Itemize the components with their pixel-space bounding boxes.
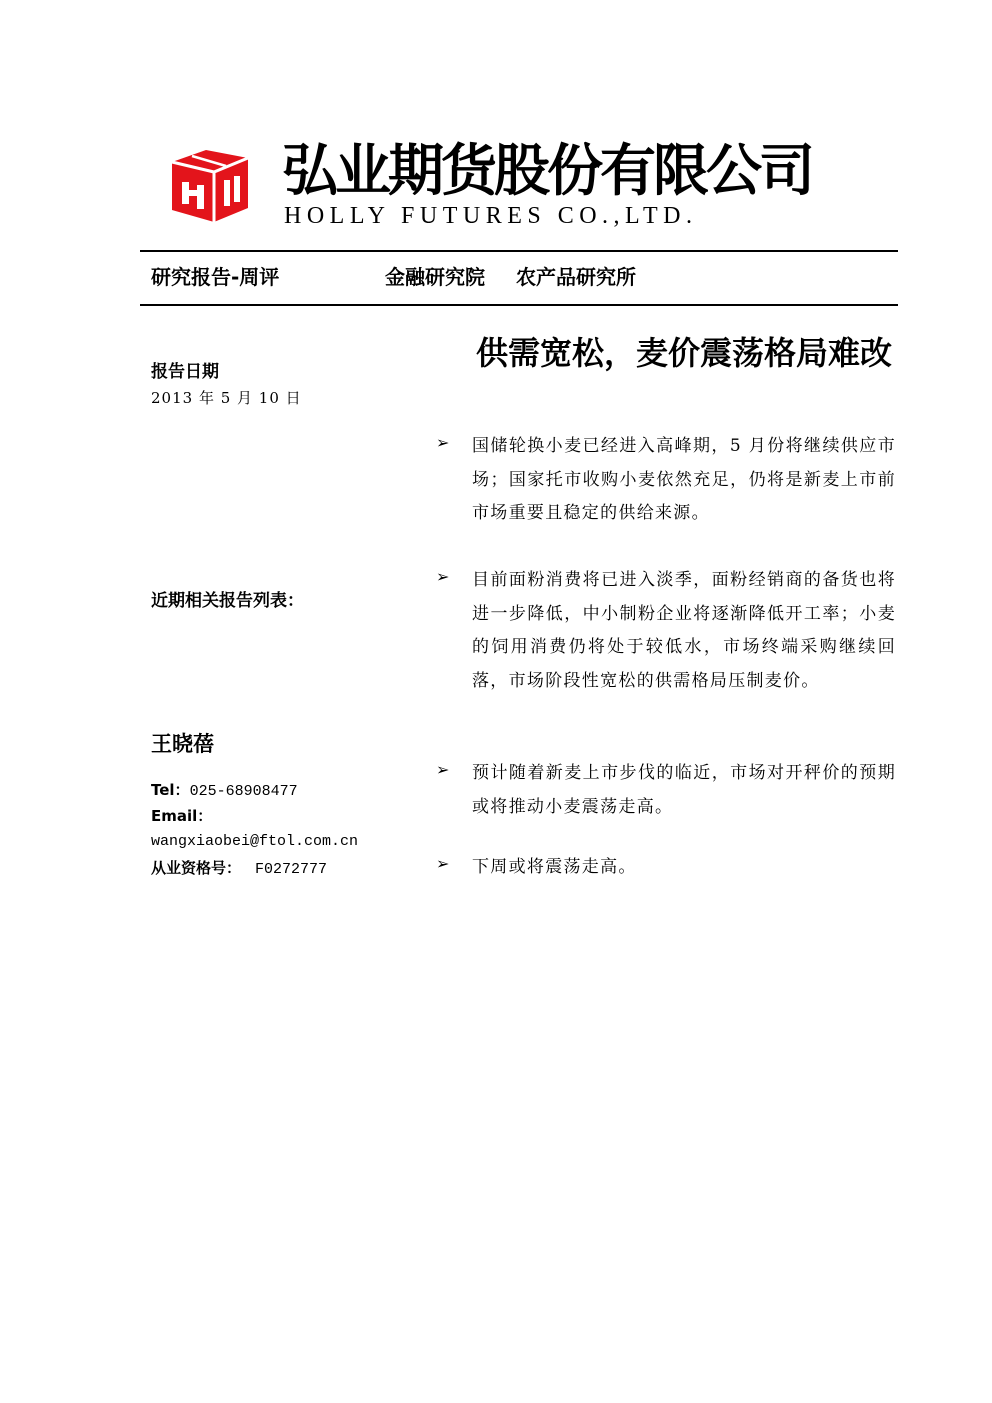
license-number (151, 855, 327, 883)
company-name-en: HOLLY FUTURES CO.,LTD. (284, 203, 698, 229)
report-department (385, 263, 636, 291)
bullet-text: 预计随着新麦上市步伐的临近，市场对开秤价的预期或将推动小麦震荡走高。 (472, 763, 896, 817)
department-label: 农产品研究所 (515, 265, 636, 289)
license-value: F0272777 (255, 861, 328, 878)
tel-value: 025-68908477 (189, 783, 298, 800)
contact-tel (151, 777, 298, 805)
header-bottom-rule (140, 304, 898, 306)
bullet-text: 目前面粉消费将已进入淡季，面粉经销商的备货也将进一步降低，中小制粉企业将逐渐降低开工率；小麦的饲用消费仍将处于较低水，市场终端采购继续回落，市场阶段性宽松的供需格局压制麦价。 (472, 570, 896, 691)
author-name: 王晓蓓 (151, 732, 214, 756)
holly-cube-logo-icon (168, 144, 252, 226)
bullet-text: 下周或将震荡走高。 (472, 857, 637, 877)
arrowhead-bullet-icon: ➢ (436, 760, 450, 779)
email-label: Email： (151, 807, 213, 825)
arrowhead-bullet-icon: ➢ (436, 854, 450, 873)
tel-label: Tel： (151, 781, 190, 799)
report-date-label: 报告日期 (151, 362, 219, 382)
report-type: 研究报告-周评 (151, 265, 280, 289)
arrowhead-bullet-icon: ➢ (436, 567, 450, 586)
related-reports-label: 近期相关报告列表： (151, 591, 304, 611)
bullet-text: 国储轮换小麦已经进入高峰期，5 月份将继续供应市场；国家托市收购小麦依然充足，仍将是新麦上市前市场重要且稳定的供给来源。 (472, 436, 896, 523)
license-label: 从业资格号： (151, 859, 242, 877)
header-top-rule (140, 250, 898, 252)
report-date-value: 2013 年 5 月 10 日 (151, 389, 302, 407)
company-name-cn: 弘业期货股份有限公司 (282, 138, 812, 204)
contact-email-label (151, 803, 212, 831)
contact-email-value[interactable]: wangxiaobei@ftol.com.cn (151, 833, 359, 850)
institute-label: 金融研究院 (385, 265, 485, 289)
report-title: 供需宽松，麦价震荡格局难改 (475, 334, 892, 372)
arrowhead-bullet-icon: ➢ (436, 433, 450, 452)
